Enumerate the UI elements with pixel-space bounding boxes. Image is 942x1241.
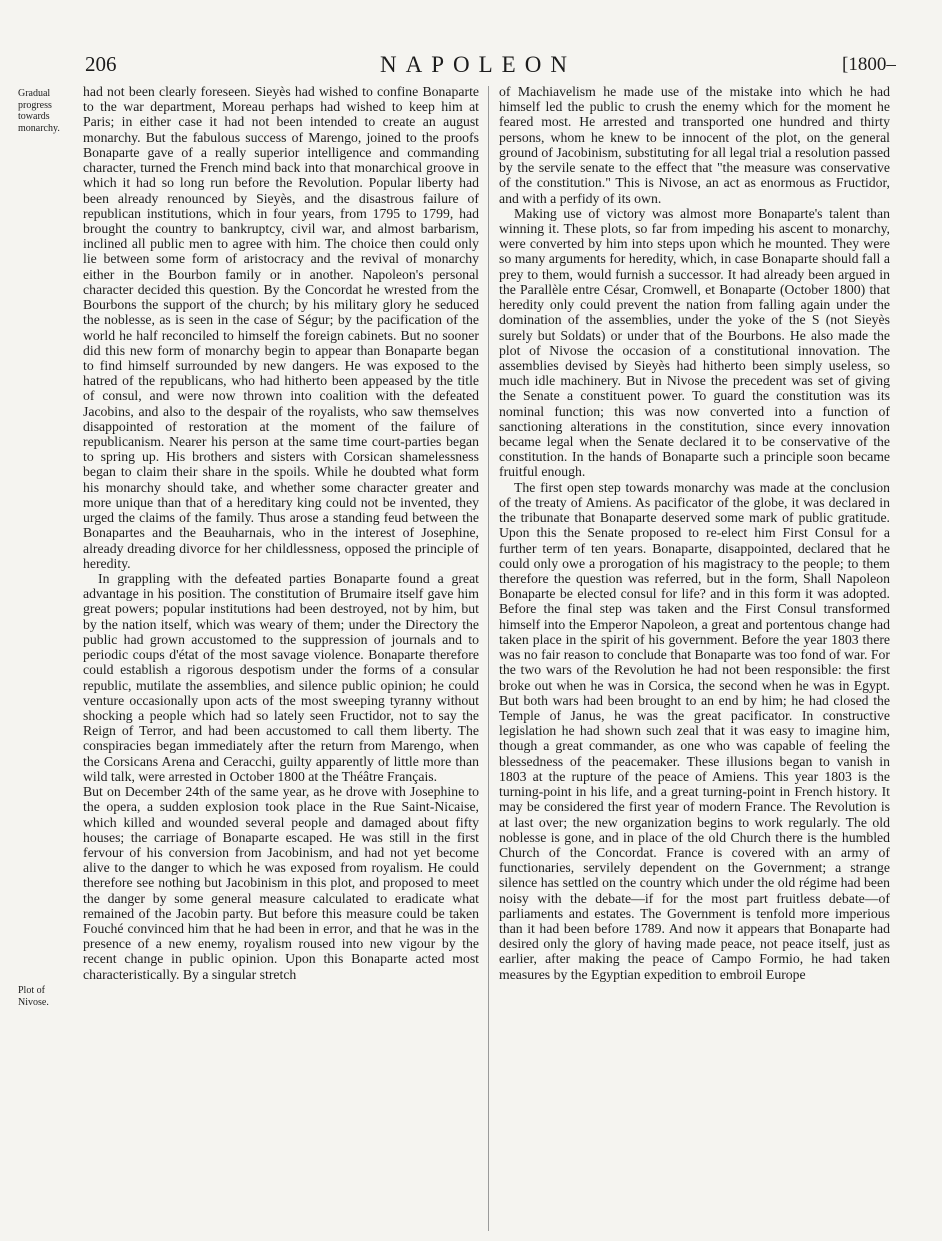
page-header bbox=[0, 52, 942, 82]
margin-note-plot-of-nivose: Plot of Nivose. bbox=[18, 985, 49, 1008]
page-number: 206 bbox=[85, 52, 117, 76]
left-column bbox=[83, 84, 479, 1234]
paragraph: But on December 24th of the same year, as he drove with Josephine to the opera, a sudden explosion took place in the Rue Saint-Nicaise, which killed and wounded several people and damaged about fifty houses; the carriage of Bonaparte escaped. He was still in the first fervour of his conversion from Jacobinism, and had not yet become alive to the danger to which he was exposed from royalism. He could therefore see nothing but Jacobinism in this plot, and proposed to meet the danger by some general measure calculated to eradicate what remained of the Jacobin party. But before this measure could be taken Fouché convinced him that he had been in error, and that he was in the presence of a new enemy, royalism roused into new vigour by the recent change in public opinion. Upon this Bonaparte acted most characteristically. By a singular stretch bbox=[83, 784, 479, 982]
date-range: [1800– bbox=[842, 54, 896, 75]
paragraph: Making use of victory was almost more Bonaparte's talent than winning it. These plots, so far from impeding his ascent to monarchy, were converted by him into steps upon which he mounted. They were so many arguments for heredity, which, in case Bonaparte should fall a prey to them, would furnish a successor. It had already been argued in the Parallèle entre César, Cromwell, et Bonaparte (October 1800) that heredity only could prevent the nation from falling again under the domination of the assemblies, under the yoke of the S (not Sieyès surely but Soldats) or under that of the Bourbons. He also made the plot of Nivose the occasion of a constitutional innovation. The assemblies devised by Sieyès had hitherto been simply useless, so much idle machinery. But in Nivose the precedent was set of giving the Senate a constituent power. To guard the constitution was its nominal function; this was now converted into a function of sanctioning alterations in the constitution, since every innovation became legal when the Senate declared it to be conservative of the constitution. In the hands of Bonaparte such a principle soon became fruitful enough. bbox=[499, 205, 890, 480]
margin-note-gradual-progress: Gradual progress towards monarchy. bbox=[18, 88, 60, 134]
column-divider bbox=[488, 86, 489, 1231]
paragraph: had not been clearly foreseen. Sieyès had wished to confine Bonaparte to the war department, Moreau perhaps had wished to keep him at Paris; in either case it had not been intended to create an august monarchy. But the fabulous success of Marengo, joined to the proofs Bonaparte gave of a really superior intelligence and commanding character, turned the French mind back into that monarchical groove in which it had so long run before the Revolution. Popular liberty had been already renounced by Sieyès, and the disastrous failure of republican institutions, which in four years, from 1795 to 1799, had brought the country to bankruptcy, civil war, and almost barbarism, inclined all public men to agree with him. The choice then could only lie between some form of aristocracy and the revival of monarchy either in the Bourbon family or in another. Napoleon's personal character decided this question. By the Concordat he wrested from the Bourbons the support of the church; by his military glory he seduced the noblesse, as is seen in the case of Ségur; by the pacification of the world he half reconciled to himself the foreign cabinets. But no sooner did this new form of monarchy begin to appear than Bonaparte began to find himself surrounded by new dangers. He was exposed to the hatred of the republicans, who had hitherto been appeased by the title of consul, and were now thrown into coalition with the defeated Jacobins, and also to the despair of the royalists, who saw themselves disappointed of restoration at the moment of the failure of republicanism. Nearer his person at the same time court-parties began to spring up. His brothers and sisters with Corsican shamelessness began to claim their share in the spoils. While he doubted what form his monarchy should take, and whether some character greater and more unique than that of a hereditary king could not be invented, they urged the claims of the family. Thus arose a standing feud between the Bonapartes and the Beauharnais, who in the interest of Josephine, already dreading divorce for her childlessness, opposed the principle of heredity. bbox=[83, 84, 479, 571]
running-title: NAPOLEON bbox=[380, 52, 576, 77]
right-column bbox=[499, 84, 890, 1234]
paragraph: of Machiavelism he made use of the mistake into which he had himself led the public to crush the enemy which for the moment he feared most. He arrested and transported one hundred and thirty persons, whom he knew to be innocent of the plot, on the general ground of Jacobinism, substituting for all legal trial a resolution passed by the servile senate to the effect that "the measure was conservative of the constitution." This is Nivose, an act as enormous as Fructidor, and with a perfidy of its own. bbox=[499, 84, 890, 206]
paragraph: The first open step towards monarchy was made at the conclusion of the treaty of Amiens. As pacificator of the globe, it was declared in the tribunate that Bonaparte deserved some mark of public gratitude. Upon this the Senate proposed to re-elect him First Consul for a further term of ten years. Bonaparte, disappointed, declared that he could only owe a prorogation of his magistracy to the people; to them therefore the question was referred, but in the form, Shall Napoleon Bonaparte be elected consul for life? and in this form it was adopted. Before the final step was taken and the First Consul transformed himself into the Emperor Napoleon, a great and portentous change had taken place in the spirit of his government. Before the year 1803 there was no fair reason to conclude that Bonaparte was too fond of war. For the two wars of the Revolution he had not been responsible: the first broke out when he was in Corsica, the second when he was in Egypt. But both wars had been brought to an end by him; he had closed the Temple of Janus, he was the great pacificator. In constructive legislation he had shown such zeal that it was easy to imagine him, though a great commander, as one who was capable of feeling the blessedness of the peacemaker. These illusions began to vanish in 1803 at the rupture of the peace of Amiens. This year 1803 is the turning-point in his life, and a great turning-point in French history. It may be considered the first year of modern France. The Revolution is at last over; the new organization begins to work regularly. The old noblesse is gone, and in place of the old Church there is the humbled Church of the Concordat. France is covered with an army of functionaries, servilely dependent on the Government; a strange silence has settled on the country which under the old régime had been noisy with the debate—if for the most part fruitless debate—of parliaments and estates. The Government is tenfold more imperious than it had been before 1789. And now it appears that Bonaparte had desired only the glory of having made peace, not peace itself, just as earlier, after making the peace of Campo Formio, he had taken measures by the Egyptian expedition to embroil Europe bbox=[499, 479, 890, 982]
paragraph: In grappling with the defeated parties Bonaparte found a great advantage in his position. The constitution of Brumaire itself gave him great powers; popular institutions had been destroyed, not by him, but by the nation itself, which was weary of them; under the Directory the public had grown accustomed to the suppression of journals and to periodic coups d'état of the most savage violence. Bonaparte therefore could establish a rigorous despotism under the forms of a consular republic, mutilate the assemblies, and silence public opinion; he could venture occasionally upon acts of the most sweeping tyranny without shocking a people which had so lately seen Fructidor, not to say the Reign of Terror, and had been accustomed to call them liberty. The conspiracies began immediately after the return from Marengo, when the Corsicans Arena and Ceracchi, guilty apparently of little more than wild talk, were arrested in October 1800 at the Théâtre Français. bbox=[83, 571, 479, 784]
